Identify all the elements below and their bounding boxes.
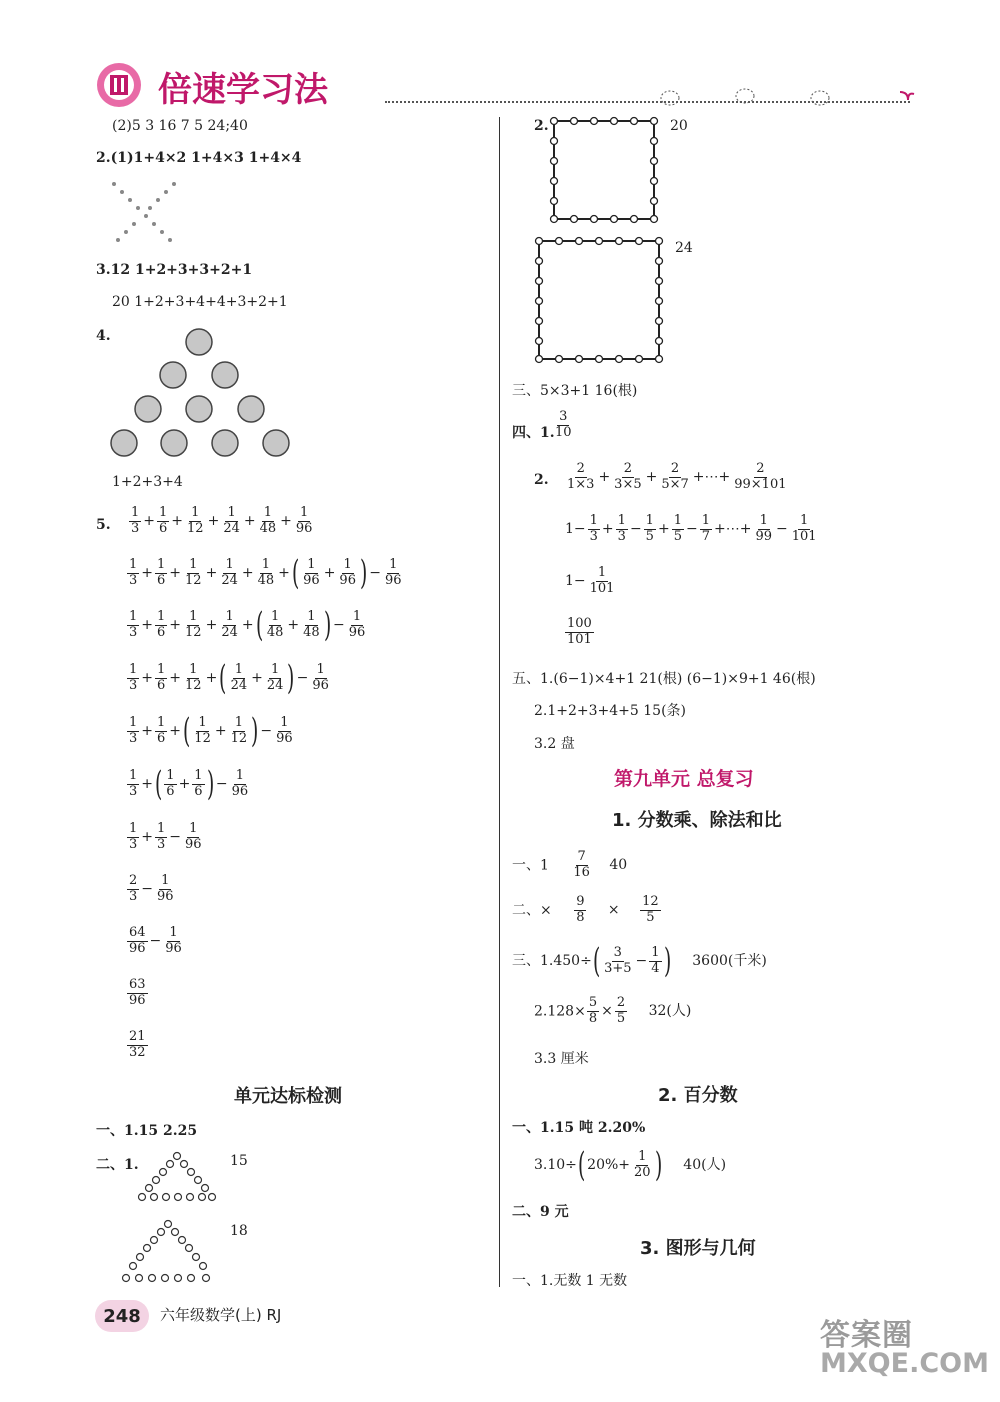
dot-x-figure	[108, 178, 183, 248]
answer-line: 2.1+2+3+4+5 15(条)	[534, 703, 687, 719]
answer-value: 40(人)	[683, 1157, 727, 1173]
equation-step: $\frac{2}{1\times 3}$ + $\frac{2}{3\times 5}$ + $\frac{2}{5\times 7}$ +⋯+ $\frac{2}{99\times 101}$	[567, 461, 787, 492]
equation-step: $\frac{100}{101}$	[567, 616, 592, 647]
page-number: 248	[95, 1300, 149, 1332]
answer-line: 三、5×3+1 16(根)	[512, 383, 638, 399]
answer-line: 二、9 元	[512, 1204, 569, 1220]
fraction-answer: $\frac{3}{10}$	[555, 409, 572, 440]
answer-line: 2.(1)1+4×2 1+4×3 1+4×4	[96, 150, 302, 166]
equation-step: 1− $\frac{1}{3}$ + $\frac{1}{3}$ − $\frac{1}{5}$ + $\frac{1}{5}$ − $\frac{1}{7}$ +⋯+ $\frac{1}{99}$ − $\frac{1}{101}$	[565, 513, 817, 544]
equation-step: 1− $\frac{1}{101}$	[565, 565, 615, 596]
answer-line: 2.128× $\frac{5}{8}$ × $\frac{2}{5}$ 32(人)	[534, 995, 692, 1026]
answer-line: 1+2+3+4	[112, 474, 183, 490]
answer-line: 三、1.450÷( $\frac{3}{3+5}$ − $\frac{1}{4}$ ) 3600(千米)	[512, 941, 767, 981]
question-number: 四、1.	[512, 425, 555, 441]
answer-prefix: 2.128×	[534, 1003, 586, 1020]
equation-step: $\frac{1}{3}$ + $\frac{1}{6}$ + $\frac{1}{12}$ + $\frac{1}{24}$ +( $\frac{1}{48}$ + $\frac{1}{48}$ ) − $\frac{1}{96}$	[129, 605, 366, 645]
answer-line: 3.12 1+2+3+3+2+1	[96, 262, 253, 278]
equation-step: $\frac{2}{3}$ − $\frac{1}{96}$	[129, 873, 174, 904]
answer-prefix: 一、1	[512, 857, 549, 874]
answer-value: 20	[670, 118, 688, 134]
equation-step: $\frac{1}{3}$ + $\frac{1}{6}$ + $\frac{1}{12}$ + $\frac{1}{24}$ + $\frac{1}{48}$ +( $\frac{1}{96}$ + $\frac{1}{96}$ ) − $\frac{1}{96}$	[129, 553, 402, 593]
subsection-title: 3. 图形与几何	[640, 1238, 756, 1259]
answer-value: 18	[230, 1223, 248, 1239]
answer-prefix: 3.10÷	[534, 1157, 577, 1173]
answer-line: 3.3 厘米	[534, 1051, 589, 1067]
answer-prefix: 三、1.450÷	[512, 953, 592, 969]
equation-step: $\frac{1}{3}$ + $\frac{1}{6}$ +( $\frac{1}{12}$ + $\frac{1}{12}$ ) − $\frac{1}{96}$	[129, 711, 293, 751]
equation-step: $\frac{63}{96}$	[129, 977, 146, 1008]
answer-line: 一、1.15 吨 2.20%	[512, 1120, 646, 1136]
answer-line: (2)5 3 16 7 5 24;40	[112, 118, 248, 134]
footer-book-title: 六年级数学(上) RJ	[160, 1306, 282, 1324]
dot-square-large	[533, 235, 665, 365]
answer-value: 32(人)	[648, 1003, 692, 1020]
header-decoration-icon	[650, 84, 920, 114]
equation-step: $\frac{1}{3}$ +( $\frac{1}{6}$ + $\frac{1}{6}$ ) − $\frac{1}{96}$	[129, 764, 249, 804]
answer-line: 二、× $\frac{9}{8}$ × $\frac{12}{5}$	[512, 894, 659, 925]
dot-triangle-small	[132, 1150, 222, 1206]
answer-value: 15	[230, 1153, 248, 1169]
answer-line: 3.10÷( 20%+ $\frac{1}{20}$ ) 40(人)	[534, 1145, 727, 1185]
question-number: 2.	[534, 118, 549, 134]
question-number: 二、1.	[96, 1157, 139, 1173]
unit-title: 第九单元 总复习	[614, 768, 754, 790]
answer-value: 3600(千米)	[692, 953, 767, 969]
dot-triangle-large	[118, 1218, 218, 1288]
section-title: 单元达标检测	[234, 1086, 342, 1107]
answer-value: 40	[609, 857, 628, 874]
brand-title: 倍速学习法	[158, 70, 328, 110]
answer-line: 一、1.15 2.25	[96, 1123, 198, 1139]
circle-triangle-figure	[108, 322, 298, 462]
equation-step: $\frac{1}{3}$ + $\frac{1}{6}$ + $\frac{1}{12}$ + $\frac{1}{24}$ + $\frac{1}{48}$ + $\frac{1}{96}$	[131, 505, 313, 536]
question-number: 5.	[96, 517, 111, 533]
equation-step: $\frac{64}{96}$ − $\frac{1}{96}$	[129, 925, 182, 956]
answer-mark: ×	[607, 902, 620, 919]
equation-step: $\frac{1}{3}$ + $\frac{1}{3}$ − $\frac{1}{96}$	[129, 821, 202, 852]
answer-line: 3.2 盘	[534, 736, 575, 752]
equation-step: $\frac{21}{32}$	[129, 1029, 146, 1060]
answer-line: 一、1.无数 1 无数	[512, 1273, 628, 1289]
subsection-title: 1. 分数乘、除法和比	[612, 810, 782, 831]
answer-prefix: 二、×	[512, 902, 552, 919]
subsection-title: 2. 百分数	[658, 1085, 738, 1106]
answer-line: 五、1.(6−1)×4+1 21(根) (6−1)×9+1 46(根)	[512, 671, 816, 687]
answer-line: 一、1 $\frac{7}{16}$ 40	[512, 849, 628, 880]
question-number: 4.	[96, 328, 111, 344]
watermark-text: 答案圈	[820, 1318, 913, 1353]
question-number: 2.	[534, 472, 549, 488]
dot-square-small	[548, 115, 660, 225]
answer-line: 20 1+2+3+4+4+3+2+1	[112, 294, 288, 310]
answer-value: 24	[675, 240, 693, 256]
watermark-url: MXQE.COM	[820, 1348, 989, 1379]
column-divider	[499, 117, 500, 1287]
equation-step: $\frac{1}{3}$ + $\frac{1}{6}$ + $\frac{1}{12}$ +( $\frac{1}{24}$ + $\frac{1}{24}$ ) − $\frac{1}{96}$	[129, 658, 329, 698]
